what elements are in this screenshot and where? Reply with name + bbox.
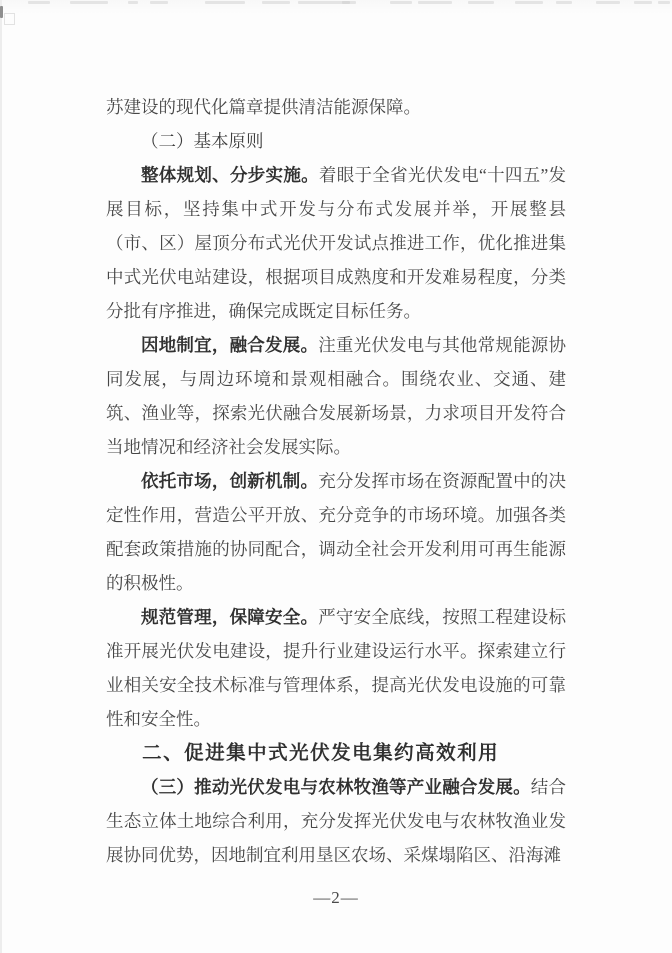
scan-noise <box>28 1 50 4</box>
paragraph-lead-text: 依托市场，创新机制。 <box>141 471 319 491</box>
scan-corner-mark <box>0 6 3 18</box>
document-body <box>106 90 566 872</box>
paragraph-body-text: 结合生态立体土地综合利用，充分发挥光伏发电与农林牧渔业发展协同优势，因地制宜利用垦区农场、采煤塌陷区、沿海滩 <box>106 777 566 865</box>
paragraph-body-text: （二）基本原则 <box>141 131 264 151</box>
scan-noise <box>205 1 245 4</box>
scan-noise <box>634 1 652 4</box>
scan-corner-speck <box>4 13 15 25</box>
paragraph-lead-text: 规范管理，保障安全。 <box>141 607 319 627</box>
paragraph <box>106 770 566 872</box>
scan-noise <box>342 1 356 4</box>
scan-noise <box>468 1 494 4</box>
paragraph <box>106 328 566 464</box>
section-heading <box>106 736 566 770</box>
paragraph-body-text: 充分发挥市场在资源配置中的决定性作用，营造公平开放、充分竞争的市场环境。加强各类配套政策措施的协同配合，调动全社会开发利用可再生能源的积极性。 <box>106 471 567 593</box>
paragraph-lead-text: （三）推动光伏发电与农林牧渔等产业融合发展。 <box>141 777 531 797</box>
scan-noise <box>515 1 543 4</box>
paragraph <box>106 158 566 328</box>
paragraph-body-text: 注重光伏发电与其他常规能源协同发展，与周边环境和景观相融合。围绕农业、交通、建筑、渔业等，探索光伏融合发展新场景，力求项目开发符合当地情况和经济社会发展实际。 <box>106 335 567 457</box>
scan-noise <box>418 1 452 4</box>
sub-heading <box>106 124 566 158</box>
paragraph-body-text: 严守安全底线，按照工程建设标准开展光伏发电建设，提升行业建设运行水平。探索建立行业相关安全技术标准与管理体系，提高光伏发电设施的可靠性和安全性。 <box>106 607 567 729</box>
scan-noise <box>70 1 108 4</box>
paragraph <box>106 600 566 736</box>
scan-noise <box>390 1 412 4</box>
paragraph-body-text: 着眼于全省光伏发电“十四五”发展目标，坚持集中式开发与分布式发展并举，开展整县（市、区）屋顶分布式光伏开发试点推进工作，优化推进集中式光伏电站建设，根据项目成熟度和开发难易程度，分类分批有序推进，确保完成既定目标任务。 <box>106 165 566 321</box>
page-number: —2— <box>313 888 359 907</box>
scan-left-edge-artifact <box>0 0 2 953</box>
scan-noise <box>262 1 290 4</box>
paragraph-lead-text: 二、促进集中式光伏发电集约高效利用 <box>142 742 500 764</box>
paragraph <box>106 464 566 600</box>
scan-noise <box>128 1 138 4</box>
scan-noise <box>556 1 572 4</box>
scan-noise <box>150 1 168 4</box>
scan-noise <box>658 1 670 4</box>
paragraph-continuation <box>106 90 566 124</box>
paragraph-lead-text: 整体规划、分步实施。 <box>141 165 319 185</box>
paragraph-body-text: 苏建设的现代化篇章提供清洁能源保障。 <box>106 97 421 117</box>
paragraph-lead-text: 因地制宜，融合发展。 <box>141 335 319 355</box>
scan-noise <box>596 1 620 4</box>
